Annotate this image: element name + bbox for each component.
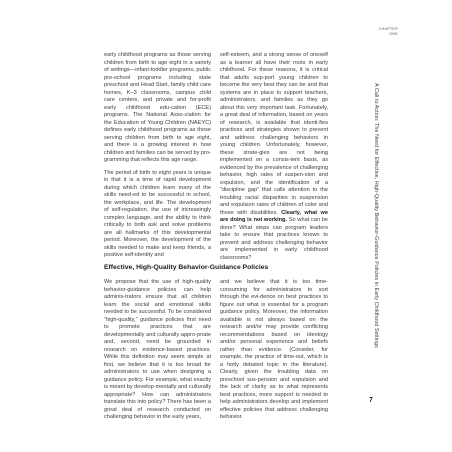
paragraph: early childhood programs as those serving children from birth to age eight in a variety of settings—infant-toddler programs, public pre-school programs including state preschool and Head Start, family child care homes, K–3 classrooms, campus child care centers, and private and for-profit early childhood edu-cation (ECE) programs. The National Asso-ciation for the Education of Young Children (NAEYC) defines early childhood programs as those serving children from birth to age eight, and there is a growing interest in how children and families can be served by pro-gramming that reflects this age range. [104, 52, 211, 163]
page-number: 7 [369, 397, 373, 404]
bottom-left-column [104, 279, 211, 427]
paragraph [220, 52, 328, 262]
paragraph: We propose that the use of high-quality behavior-guidance policies can help adminis-trators ensure that all children learn the social and emotional skills needed to be successful. To be considered “high-quality,” guidance policies first need to promote practices that are developmentally and culturally appro-priate and, second, need be grounded in research on evidence-based practices. While this definition may seem simple at first, we believe that it is too broad for administrators to use when designing a guidance policy. For example, what exactly is meant by develop-mentally and culturally appropriate? How can administrators translate this into policy? There has been a great deal of research conducted on challenging behavior in the early years, [104, 279, 211, 420]
running-title: A Call to Action: The Need for Effective, High-Quality Behavior-Guidance Policies in Early Childhood Settings [373, 83, 379, 348]
top-right-column [220, 52, 328, 267]
section-heading: Effective, High-Quality Behavior-Guidance Policies [104, 264, 269, 271]
chapter-label [368, 27, 398, 37]
emphasis-text: Clearly, what we are doing is not working. [220, 209, 329, 223]
paragraph-text: So what can be done? What steps can program leaders take to ensure that practices known to prevent and address challenging behavior are implemented in early childhood classrooms? [220, 217, 328, 261]
chapter-number: ONE [389, 32, 398, 36]
chapter-label-text: CHAPTER [378, 27, 398, 31]
paragraph: and we believe that it is too time-consuming for administrators to sort through the evi-dence on best practices to figure out what is essential for a program guidance policy. Moreover, the information available is not always based on the research and/or may provide conflicting recommendations based on ideology and/or personal experience and beliefs rather than evidence. (Consider, for example, the practice of time-out, which is a hotly debated topic in the literature). Clearly, given the troubling data on preschool sus-pension and expulsion and the lack of clarity as to what represents best practices, more support is needed to help administrators develop and implement effective policies that address challenging behavior. [220, 279, 328, 420]
paragraph-text: self-esteem, and a strong sense of oneself as a learner all have their roots in early childhood. For these reasons, it is critical that adults sup-port young children to become the very best they can be and that systems are in place to support teachers, administrators, and families as they go about this very important task. Fortunately, a great deal of information, based on years of research, is available that identi-fies practices and strategies shown to prevent and address challenging behaviors in young children. Unfortunately, however, these strate-gies are not being implemented on a consis-tent basis, as evidenced by the prevalence of challenging behavior, high rates of suspen-sion and expulsion, and the identification of a “discipline gap” that calls attention to the troubling racial disparities in suspension and expulsion rates of children of color and those with disabilities. [220, 52, 328, 216]
paragraph: The period of birth to eight years is unique in that it is a time of rapid development during which children learn many of the skills need-ed to be successful in school, the workplace, and life. The development of self-regulation, the use of increasingly complex language, and the ability to think critically to both ask and solve problems are all hallmarks of this developmental period. Moreover, the development of the skills needed to make and keep friends, a positive self-identity and [104, 169, 211, 258]
top-left-column [104, 52, 211, 265]
bottom-right-column [220, 279, 328, 427]
